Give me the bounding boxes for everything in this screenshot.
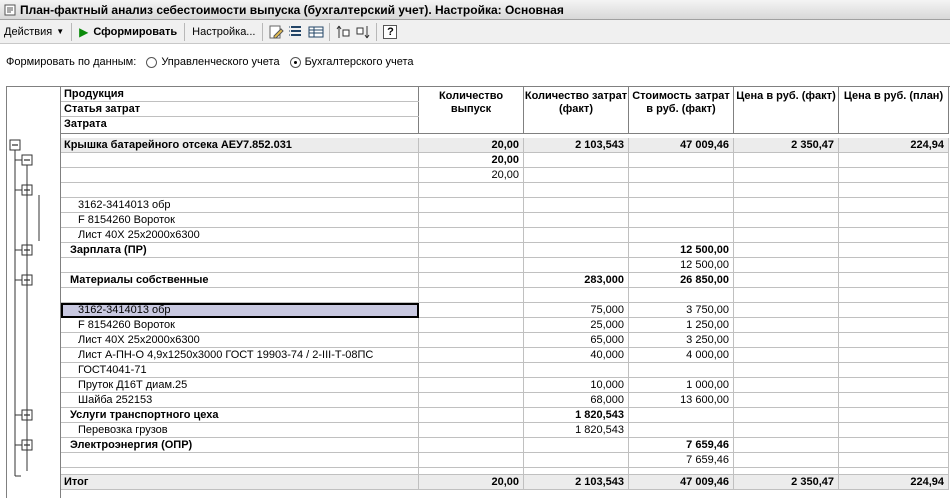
expand-icon[interactable]	[333, 22, 353, 42]
cell-sum	[629, 228, 734, 243]
settings-button[interactable]	[188, 21, 259, 43]
toolbar-separator	[329, 23, 330, 41]
cell-pp	[839, 213, 949, 228]
cell-pf	[734, 168, 839, 183]
cell-name: 3162-3414013 обр	[61, 198, 419, 213]
cell-pf	[734, 213, 839, 228]
cell-pf	[734, 378, 839, 393]
cell-name	[61, 453, 419, 468]
cell-q	[419, 258, 524, 273]
cell-pf	[734, 273, 839, 288]
cell-name: 3162-3414013 обр	[61, 303, 419, 318]
cell-qz	[524, 453, 629, 468]
cell-pp: 224,94	[839, 138, 949, 153]
cell-sum	[629, 423, 734, 438]
cell-pp	[839, 183, 949, 198]
cell-sum	[629, 153, 734, 168]
cell-sum	[629, 288, 734, 303]
cell-q: 20,00	[419, 138, 524, 153]
header-price-fact: Цена в руб. (факт)	[734, 87, 839, 134]
cell-qz	[524, 468, 629, 475]
radio-circle	[146, 57, 157, 68]
cell-pf	[734, 453, 839, 468]
cell-pp	[839, 168, 949, 183]
tree-gutter	[7, 87, 61, 498]
cell-sum: 47 009,46	[629, 138, 734, 153]
cell-pf: 2 350,47	[734, 138, 839, 153]
cell-pf	[734, 303, 839, 318]
cell-sum: 13 600,00	[629, 393, 734, 408]
header-cost-sum: Стоимость затрат в руб. (факт)	[629, 87, 734, 134]
cell-q	[419, 213, 524, 228]
cell-qz: 10,000	[524, 378, 629, 393]
header-qty-cost: Количество затрат (факт)	[524, 87, 629, 134]
cell-qz	[524, 213, 629, 228]
play-icon: ▶	[79, 24, 89, 39]
cell-qz: 1 820,543	[524, 423, 629, 438]
cell-qz: 2 103,543	[524, 138, 629, 153]
cell-sum	[629, 213, 734, 228]
header-price-plan: Цена в руб. (план)	[839, 87, 949, 134]
edit-icon[interactable]	[266, 22, 286, 42]
report-icon	[4, 4, 16, 16]
cell-name: ГОСТ4041-71	[61, 363, 419, 378]
help-icon: ?	[383, 25, 397, 39]
radio-label: Бухгалтерского учета	[304, 56, 414, 68]
cell-sum: 7 659,46	[629, 453, 734, 468]
cell-pp	[839, 363, 949, 378]
form-button[interactable]	[75, 21, 181, 43]
cell-sum	[629, 468, 734, 475]
help-button[interactable]	[380, 22, 400, 42]
collapse-toggle-icon[interactable]	[10, 140, 20, 150]
cell-qz: 75,000	[524, 303, 629, 318]
radio-accounting[interactable]	[290, 56, 414, 68]
cell-qz	[524, 153, 629, 168]
header-cost-item: Статья затрат	[61, 102, 419, 117]
cell-pp	[839, 378, 949, 393]
cell-name: Шайба 252153	[61, 393, 419, 408]
cell-name: Лист 40Х 25х2000х6300	[61, 228, 419, 243]
cell-qz	[524, 198, 629, 213]
cell-q	[419, 408, 524, 423]
collapse-toggle-icon[interactable]	[22, 155, 32, 165]
cell-pp	[839, 318, 949, 333]
cell-q	[419, 393, 524, 408]
cell-name: F 8154260 Вороток	[61, 213, 419, 228]
cell-pp	[839, 243, 949, 258]
cell-qz: 40,000	[524, 348, 629, 363]
cell-pp	[839, 453, 949, 468]
cell-q	[419, 348, 524, 363]
cell-name: F 8154260 Вороток	[61, 318, 419, 333]
cell-pp	[839, 153, 949, 168]
table-icon[interactable]	[306, 22, 326, 42]
cell-pf	[734, 258, 839, 273]
cell-pf	[734, 318, 839, 333]
cell-q	[419, 468, 524, 475]
cell-pf	[734, 408, 839, 423]
cell-name: Перевозка грузов	[61, 423, 419, 438]
cell-sum: 3 250,00	[629, 333, 734, 348]
cell-q	[419, 423, 524, 438]
collapse-icon[interactable]	[353, 22, 373, 42]
cell-name: Итог	[61, 475, 419, 490]
cell-q	[419, 363, 524, 378]
cell-pp	[839, 198, 949, 213]
cell-q	[419, 288, 524, 303]
cell-q	[419, 183, 524, 198]
header-col-product	[61, 87, 419, 134]
cell-q: 20,00	[419, 475, 524, 490]
cell-pp	[839, 348, 949, 363]
actions-menu[interactable]	[0, 21, 68, 43]
cell-q	[419, 333, 524, 348]
cell-pf	[734, 243, 839, 258]
cell-qz	[524, 363, 629, 378]
filter-label: Формировать по данным:	[6, 56, 137, 68]
cell-sum: 7 659,46	[629, 438, 734, 453]
cell-name	[61, 288, 419, 303]
cell-pf	[734, 438, 839, 453]
cell-pf	[734, 468, 839, 475]
cell-name: Лист А-ПН-О 4,9х1250х3000 ГОСТ 19903-74 / 2-III-Т-08ПС	[61, 348, 419, 363]
cell-q	[419, 198, 524, 213]
cell-pf	[734, 363, 839, 378]
cell-name: Электроэнергия (ОПР)	[61, 438, 419, 453]
cell-pp: 224,94	[839, 475, 949, 490]
cell-pf: 2 350,47	[734, 475, 839, 490]
form-label: Сформировать	[93, 25, 178, 38]
cell-pp	[839, 333, 949, 348]
cell-pp	[839, 423, 949, 438]
cell-pf	[734, 333, 839, 348]
cell-pf	[734, 393, 839, 408]
cell-qz	[524, 228, 629, 243]
cell-pp	[839, 408, 949, 423]
radio-label: Управленческого учета	[161, 56, 280, 68]
filter-bar	[0, 50, 950, 74]
cell-q	[419, 243, 524, 258]
cell-q: 20,00	[419, 168, 524, 183]
cell-qz	[524, 168, 629, 183]
cell-sum: 4 000,00	[629, 348, 734, 363]
cell-qz: 25,000	[524, 318, 629, 333]
cell-sum	[629, 198, 734, 213]
cell-q	[419, 273, 524, 288]
cell-pf	[734, 288, 839, 303]
dropdown-arrow-icon: ▼	[56, 27, 65, 36]
cell-name: Услуги транспортного цеха	[61, 408, 419, 423]
cell-pp	[839, 468, 949, 475]
radio-circle-selected	[290, 57, 301, 68]
cell-pf	[734, 228, 839, 243]
cell-sum: 26 850,00	[629, 273, 734, 288]
cell-sum	[629, 168, 734, 183]
cell-q	[419, 453, 524, 468]
cell-name: Крышка батарейного отсека АЕУ7.852.031	[61, 138, 419, 153]
cell-name	[61, 258, 419, 273]
header-product: Продукция	[61, 87, 419, 102]
tree-icon[interactable]	[286, 22, 306, 42]
cell-name	[61, 183, 419, 198]
cell-qz: 1 820,543	[524, 408, 629, 423]
cell-qz: 68,000	[524, 393, 629, 408]
actions-label: Действия	[4, 25, 53, 38]
cell-q	[419, 228, 524, 243]
cell-sum: 1 000,00	[629, 378, 734, 393]
header-cost: Затрата	[64, 118, 107, 130]
cell-pf	[734, 348, 839, 363]
cell-name: Материалы собственные	[61, 273, 419, 288]
window-titlebar	[0, 0, 950, 20]
cell-pp	[839, 228, 949, 243]
cell-pp	[839, 288, 949, 303]
cell-pp	[839, 393, 949, 408]
cell-sum: 1 250,00	[629, 318, 734, 333]
cell-q	[419, 378, 524, 393]
cell-pf	[734, 183, 839, 198]
cell-q	[419, 318, 524, 333]
toolbar	[0, 20, 950, 44]
cell-sum	[629, 363, 734, 378]
toolbar-separator	[262, 23, 263, 41]
cell-qz	[524, 288, 629, 303]
cell-qz: 283,000	[524, 273, 629, 288]
report-grid[interactable]	[6, 86, 950, 498]
cell-sum: 3 750,00	[629, 303, 734, 318]
cell-qz	[524, 183, 629, 198]
cell-name	[61, 153, 419, 168]
cell-pp	[839, 258, 949, 273]
header-qty-out: Количество выпуск	[419, 87, 524, 134]
toolbar-separator	[376, 23, 377, 41]
cell-q: 20,00	[419, 153, 524, 168]
cell-pf	[734, 423, 839, 438]
cell-qz	[524, 438, 629, 453]
cell-sum	[629, 408, 734, 423]
cell-q	[419, 303, 524, 318]
cell-name	[61, 168, 419, 183]
cell-qz: 2 103,543	[524, 475, 629, 490]
cell-pp	[839, 438, 949, 453]
settings-label: Настройка...	[192, 25, 256, 38]
cell-name: Пруток Д16Т диам.25	[61, 378, 419, 393]
toolbar-separator	[71, 23, 72, 41]
window-title: План-фактный анализ себестоимости выпуска (бухгалтерский учет). Настройка: Основная	[20, 2, 564, 17]
cell-sum: 12 500,00	[629, 243, 734, 258]
toolbar-separator	[184, 23, 185, 41]
cell-pf	[734, 153, 839, 168]
cell-qz	[524, 243, 629, 258]
cell-sum: 12 500,00	[629, 258, 734, 273]
cell-name: Зарплата (ПР)	[61, 243, 419, 258]
cell-pp	[839, 303, 949, 318]
cell-name	[61, 468, 419, 475]
radio-management[interactable]	[146, 56, 279, 68]
cell-sum: 47 009,46	[629, 475, 734, 490]
cell-sum	[629, 183, 734, 198]
cell-qz: 65,000	[524, 333, 629, 348]
cell-pp	[839, 273, 949, 288]
cell-name: Лист 40Х 25х2000х6300	[61, 333, 419, 348]
cell-q	[419, 438, 524, 453]
cell-qz	[524, 258, 629, 273]
cell-pf	[734, 198, 839, 213]
